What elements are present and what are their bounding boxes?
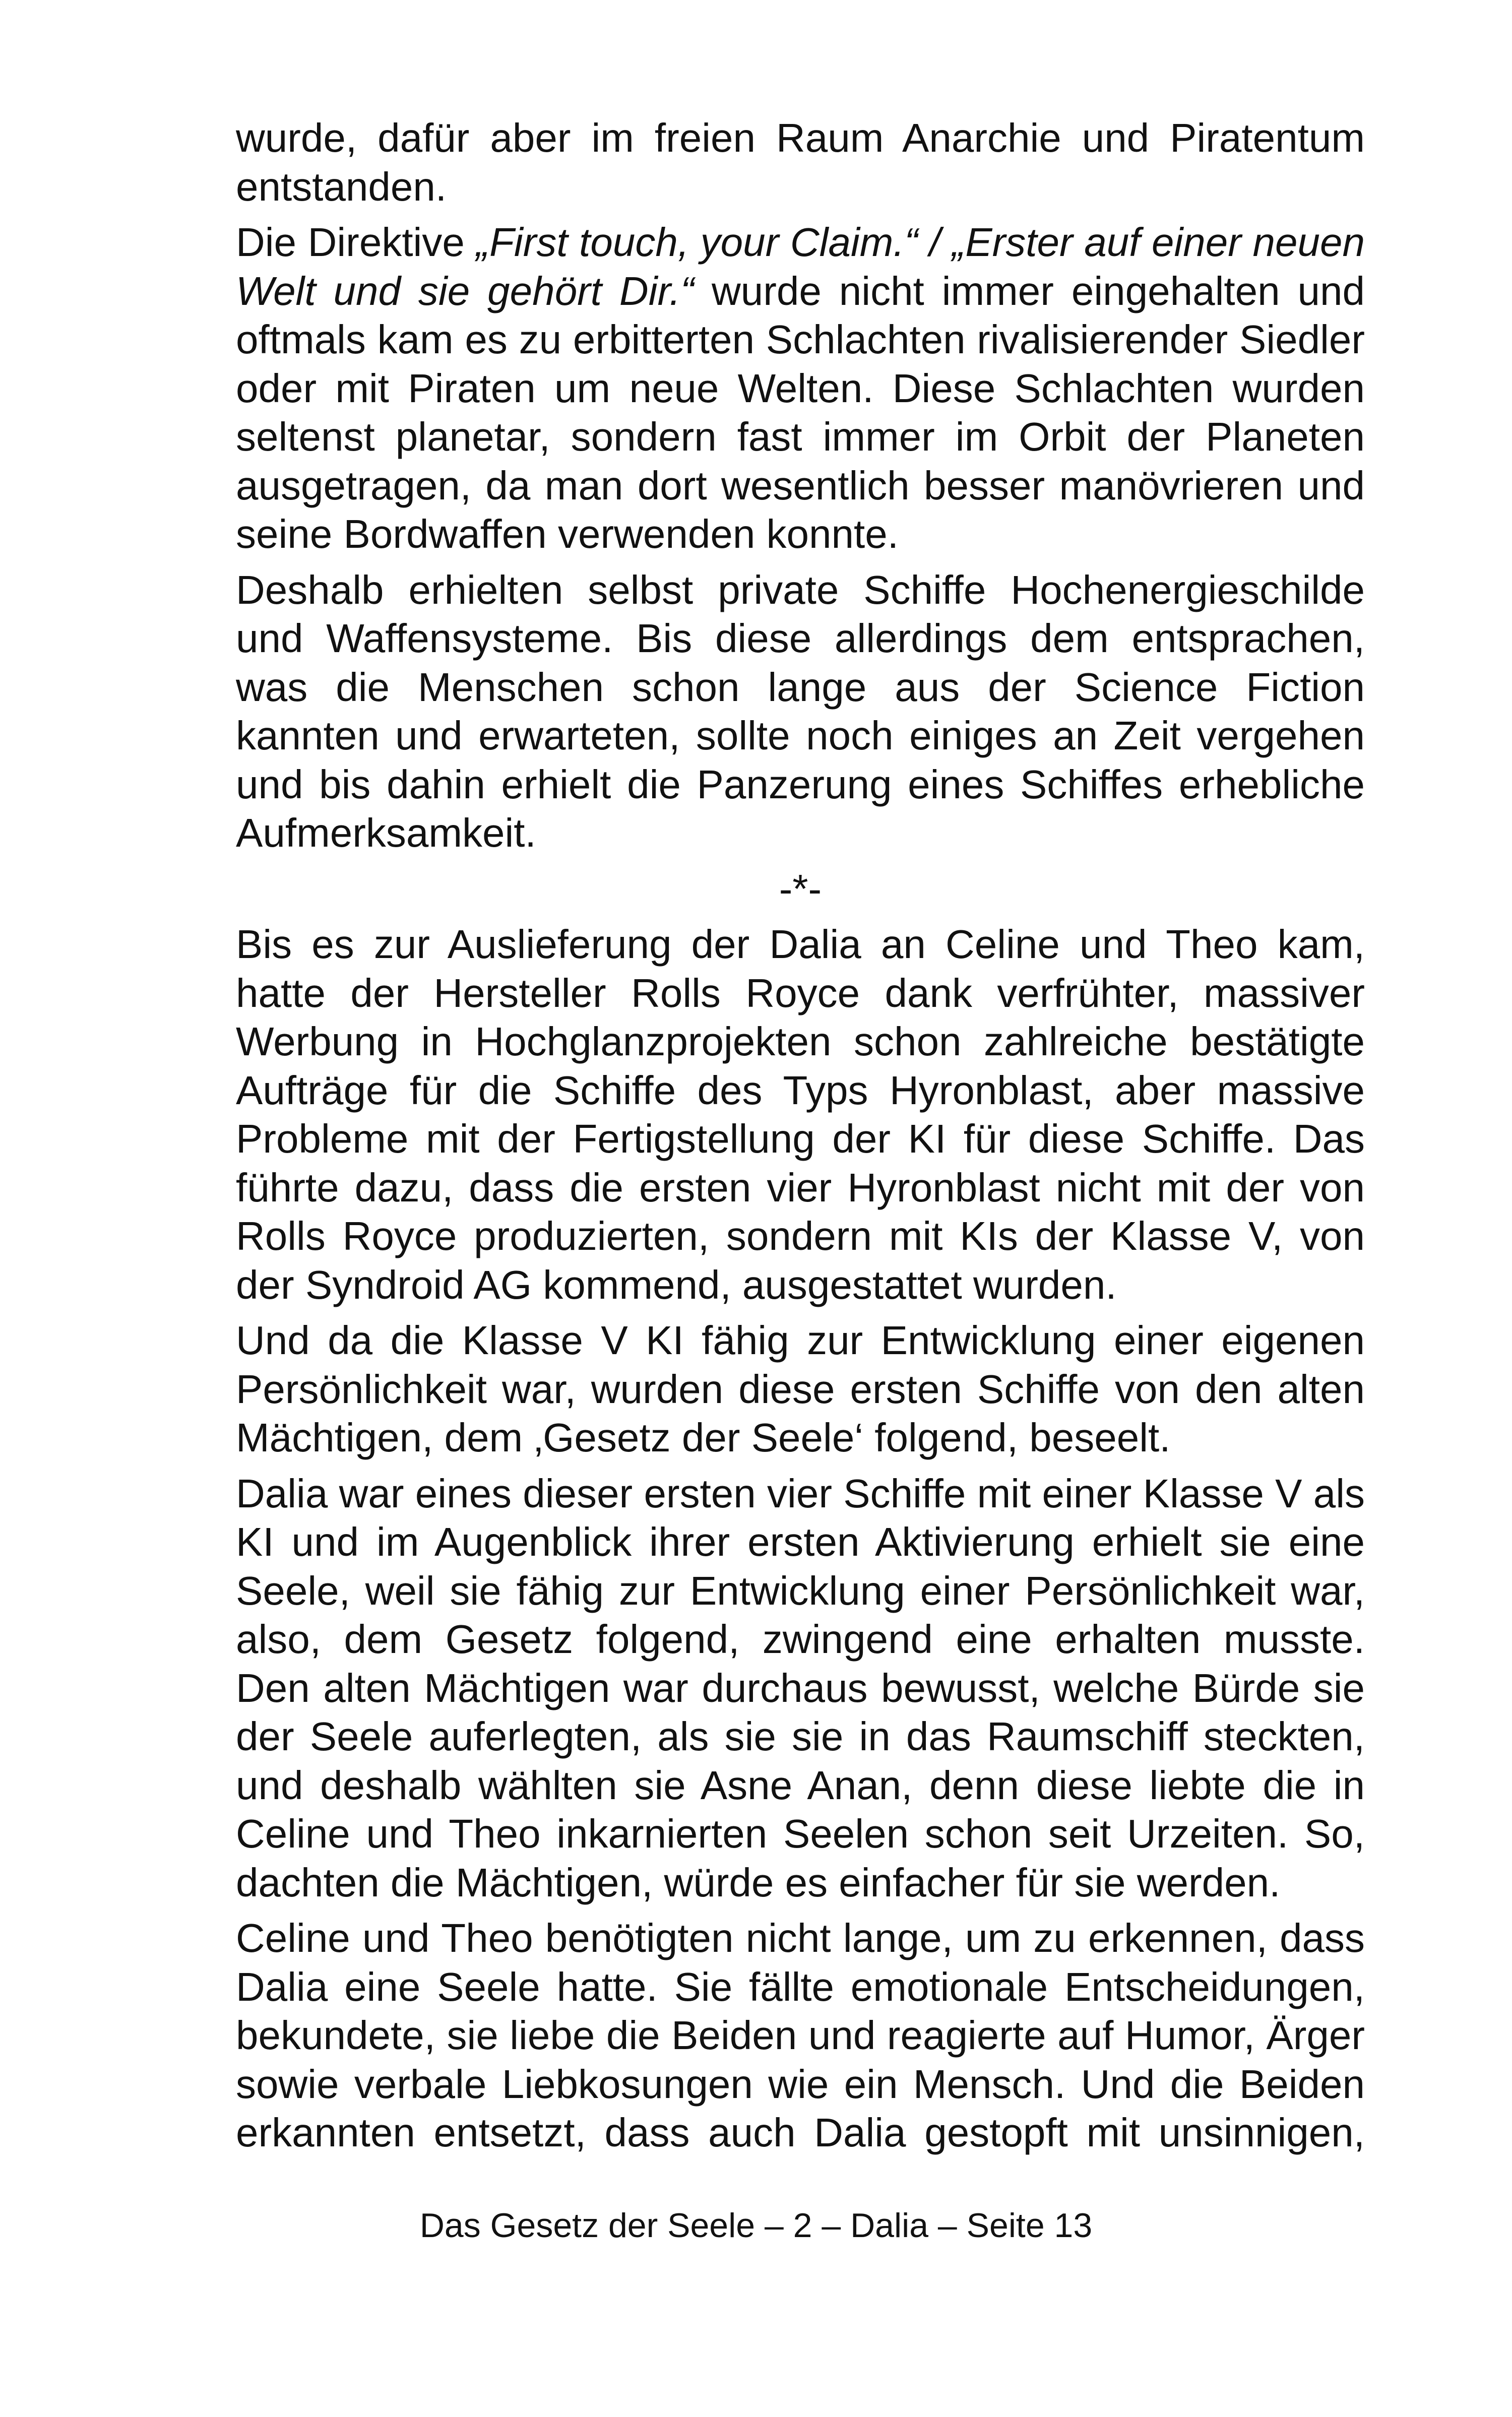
page-footer: Das Gesetz der Seele – 2 – Dalia – Seite 13 <box>419 2206 1093 2245</box>
directive-quote: „First touch, your Claim.“ / „Erster auf einer neuen Welt und sie gehört Dir.“ <box>236 220 1365 313</box>
paragraph-2 <box>236 218 1365 559</box>
paragraph-6: Dalia war eines dieser ersten vier Schiffe mit einer Klasse V als KI und im Augenblick ihrer ersten Aktivierung erhielt sie eine Seele, weil sie fähig zur Entwicklung einer Persönlichkeit war, also, dem Gesetz folgend, zwingend eine erhalten musste. Den alten Mächtigen war durchaus bewusst, welche Bürde sie der Seele auferlegten, als sie sie in das Raumschiff steckten, und deshalb wählten sie Asne Anan, denn diese liebte die in Celine und Theo inkarnierten Seelen schon seit Urzeiten. So, dachten die Mächtigen, würde es einfacher für sie werden. <box>236 1471 1365 1905</box>
paragraph-4: Bis es zur Auslieferung der Dalia an Celine und Theo kam, hatte der Hersteller Rolls Royce dank verfrühter, massiver Werbung in Hochglanzprojekten schon zahlreiche bestätigte Aufträge für die Schiffe des Typs Hyronblast, aber massive Probleme mit der Fertigstellung der KI für diese Schiffe. Das führte dazu, dass die ersten vier Hyronblast nicht mit der von Rolls Royce produzierten, sondern mit KIs der Klasse V, von der Syndroid AG kommend, ausgestattet wurden. <box>236 922 1365 1307</box>
paragraph-1: wurde, dafür aber im freien Raum Anarchie und Piratentum entstanden. <box>236 115 1365 209</box>
paragraph-7: Celine und Theo benötigten nicht lange, um zu erkennen, dass Dalia eine Seele hatte. Sie fällte emotionale Entscheidungen, bekundete, sie liebe die Beiden und reagierte auf Humor, Ärger sowie verbale Liebkosungen wie ein Mensch. Und die Beiden erkannten entsetzt, dass auch Dalia gestopft mit unsinnigen, <box>236 1916 1365 2155</box>
scene-separator: -*- <box>779 866 822 911</box>
paragraph-3: Deshalb erhielten selbst private Schiffe Hochenergieschilde und Waffensysteme. Bis diese allerdings dem entsprachen, was die Menschen schon lange aus der Science Fiction kannten und erwarteten, sollte noch einiges an Zeit vergehen und bis dahin erhielt die Panzerung eines Schiffes erhebliche Aufmerksamkeit. <box>236 567 1365 855</box>
paragraph-2-rest: wurde nicht immer eingehalten und oftmals kam es zu erbitterten Schlachten rivalisierender Siedler oder mit Piraten um neue Welten. Diese Schlachten wurden seltenst planetar, sondern fast immer im Orbit der Planeten ausgetragen, da man dort wesentlich besser manövrieren und seine Bordwaffen verwenden konnte. <box>236 268 1365 556</box>
paragraph-2-intro: Die Direktive <box>236 220 476 265</box>
body-text <box>236 114 1365 2165</box>
paragraph-5: Und da die Klasse V KI fähig zur Entwicklung einer eigenen Persönlichkeit war, wurden diese ersten Schiffe von den alten Mächtigen, dem ‚Gesetz der Seele‘ folgend, beseelt. <box>236 1318 1365 1460</box>
